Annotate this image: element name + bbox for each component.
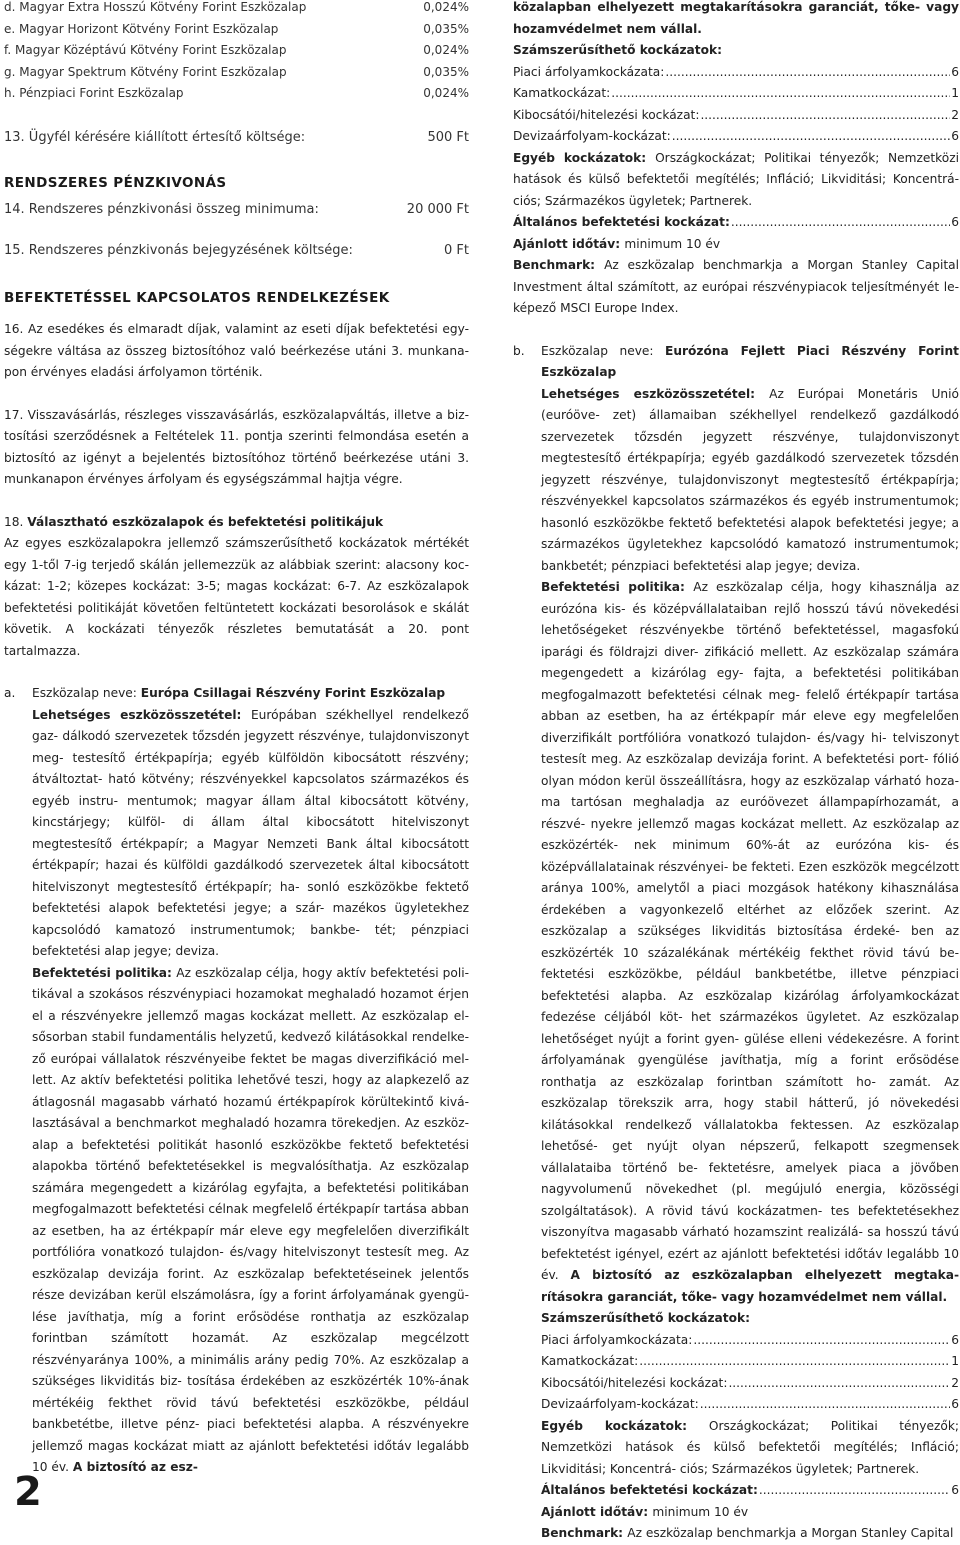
fund-b-policy-label: Befektetési politika:: [541, 580, 694, 594]
fund-b-general-risk: Általános befektetési kockázat: ..... 6: [541, 1480, 959, 1502]
fund-b-assets: Az Európai Monetáris Unió (euróöve- zet) államaiban székhellyel rendelkező gazdálkodó szervezetek tőzsdén jegyzett részvénye, tulajdonviszonyt megtestesítő értékpapírja; egyéb gazdálkodó szervezetek tőzsdén jegyzett részvénye, tulajdonviszonyt megtestesítő értékpapírja; részvényekkel kapcsolatos származékos és egyéb instrumentumok; hasonló eszközökbe fektető befektetési alapok befektetési jegye; a származékos ügyletekhez kapcsolódó kamatozó instrumentumok; bankbetét; pénzpiaci befektetési alap jegye; deviza.: [541, 386, 960, 573]
fund-a-guarantee-end: közalapban elhelyezett megtakarításokra garanciát, tőke- vagy hozamvédelmet nem vállal.: [513, 0, 959, 36]
fund-a-risk-interest: Kamatkockázat: ..... 1: [513, 83, 959, 105]
fund-a-horizon: Ajánlott időtáv: minimum 10 év: [513, 236, 721, 251]
fund-a-name: Európa Csillagai Részvény Forint Eszközalap: [140, 686, 446, 700]
fund-b-risk-market: Piaci árfolyamkockázata: ..... 6: [541, 1330, 959, 1352]
fund-a-letter: a.: [4, 686, 16, 700]
fund-b-horizon: Ajánlott időtáv: minimum 10 év: [541, 1504, 749, 1519]
fund-a-policy: Az eszközalap célja, hogy aktív befektetési poli- tikával a szokásos részvénypiaci hozamokat meghaladó hozamot érjen el a részvényekre jellemző magas kockázat mellett. Az eszközalap el- sősorban stabil fundamentális helyzetű, kedvező kilátásokkal rendelke- ző európai vállalatok részvényeibe fektet be magas diverzifikáció mel- lett. Az aktív befektetési politika lehetővé teszi, hogy az alapkezelő az átlagosnál magasabb várható hozamú értékpapírok körültekintő kivá- lasztásával a benchmarkot meghaladó hozamra törekedjen. Az eszköz- alap a befektetési politikát hasonló eszközökbe fektető befektetési alapokba történő befektetésekkel is megvalósíthatja. Az eszközalap számára megengedett a kizárólag egyfajta, a befektetési politikában megfogalmazott befektetési célnak megfelelő értékpapír tartása abban az esetben, ha az értékpapír már eleve egy megfelelően diverzifikált portfólióra vonatkozó tulajdon- és/vagy hitelviszonyt testesít meg. Az eszközalap devizája forint. Az eszközalap befektetéseinek jelentős része devizában kerül elszámolásra, így a forint árfolyamának gyengü- lése javíthatja, míg a forint erősödése ronthatja az eszközalap forintban számított hozamát. Az eszközalap megcélzott részvényaránya 100%, a minimális arány pedig 70%. Az eszközalap a szükséges likviditás biz- tosítása érdekében az eszközérték 10%-ának mértékéig fekthet rövid távú befektetési eszközökbe, például bankbetétbe, illetve pénz- piaci befektetési alapba. A részvényekre jellemző magas kockázat miatt az ajánlott befektetési időtáv legalább 10 év.: [32, 965, 469, 1474]
fund-b-risk-fx: Devizaárfolyam-kockázat: ..... 6: [541, 1394, 959, 1416]
fund-a-name-label: Eszközalap neve:: [32, 686, 141, 700]
paragraph-18-title: Választható eszközalapok és befektetési politikájuk: [27, 514, 384, 529]
item-14: 14. Rendszeres pénzkivonási összeg minimuma: 20 000 Ft: [4, 202, 469, 217]
fund-a-assets-label: Lehetséges eszközösszetétel:: [32, 707, 251, 722]
paragraph-16: 16. Az esedékes és elmaradt díjak, valamint az eseti díjak befektetési egy- ségekre váltása az összeg biztosítóhoz való beérkezése utáni 3. munkana- pon érvényes eladási árfolyamon történik.: [4, 322, 469, 379]
fund-b-benchmark: Benchmark: Az eszközalap benchmarkja a Morgan Stanley Capital: [541, 1526, 954, 1540]
item-13: 13. Ügyfél kérésére kiállított értesítő költsége: 500 Ft: [4, 129, 469, 145]
fund-b-other-risks: Egyéb kockázatok: Országkockázat; Politikai tényezők; Nemzetközi hatások és külső befektetői megítélés; Infláció; Likviditási; Koncentrá- ciós; Származékos ügyletek; Partnerek.: [541, 1418, 959, 1476]
fund-b: [513, 341, 959, 1545]
fund-b-letter: b.: [513, 343, 525, 358]
page-number: 2: [14, 1469, 42, 1515]
fee-row-f: f. Magyar Középtávú Kötvény Forint Eszközalap 0,024%: [4, 43, 469, 57]
section-heading-befektetes: BEFEKTETÉSSEL KAPCSOLATOS RENDELKEZÉSEK: [4, 290, 390, 306]
fund-a-risk-heading: Számszerűsíthető kockázatok:: [513, 43, 722, 57]
fund-b-risk-interest: Kamatkockázat: ..... 1: [541, 1351, 959, 1373]
fund-a-risk-issuer: Kibocsátói/hitelezési kockázat: ..... 2: [513, 105, 959, 127]
section-heading-penzkivonas: RENDSZERES PÉNZKIVONÁS: [4, 175, 227, 191]
fund-a-guarantee-start: A biztosító az esz-: [72, 1460, 198, 1474]
fund-a-other-risks: Egyéb kockázatok: Országkockázat; Politikai tényezők; Nemzetközi hatások és külső befektetői megítélés; Infláció; Likviditási; Koncentrá- ciós; Származékos ügyletek; Partnerek.: [513, 150, 960, 208]
paragraph-17: 17. Visszavásárlás, részleges visszavásárlás, eszközalapváltás, illetve a biz- tosítási szerződésnek a Feltételek 11. pontja szerinti felmondása esetén a biztosító az igényt a bejelentés biztosítóhoz történő beérkezése utáni 3. munkanapon érvényes árfolyam és egységszámmal hajtja végre.: [4, 407, 469, 486]
fee-row-h: h. Pénzpiaci Forint Eszközalap 0,024%: [4, 86, 469, 100]
fund-a-policy-label: Befektetési politika:: [32, 965, 177, 980]
fee-row-e: e. Magyar Horizont Kötvény Forint Eszközalap 0,035%: [4, 21, 469, 36]
fund-b-risk-heading: Számszerűsíthető kockázatok:: [541, 1311, 750, 1325]
right-column: [513, 0, 959, 1545]
fund-b-assets-label: Lehetséges eszközösszetétel:: [541, 386, 770, 401]
fund-b-name: Eurózóna Fejlett Piaci Részvény Forint Eszközalap: [541, 343, 959, 379]
left-column: [4, 0, 469, 1515]
item-15: 15. Rendszeres pénzkivonás bejegyzésének költsége: 0 Ft: [4, 242, 469, 258]
fund-b-name-label: Eszközalap neve:: [541, 343, 665, 358]
fund-a: [4, 683, 469, 1479]
fund-a-risk-fx: Devizaárfolyam-kockázat: ..... 6: [513, 126, 959, 148]
paragraph-18-body: Az egyes eszközalapokra jellemző számszerűsíthető kockázatok mértékét egy 1-től 7-ig terjedő skálán jellemezzük az alábbiak szerint: alacsony koc- kázat: 1-2; közepes kockázat: 3-5; magas kockázat: 6-7. Az eszközalapok befektetési politikáját követően feltüntetett kockázati besorolások e skálát követik. A kockázati tényezők részletes bemutatását a 20. pont tartalmazza.: [4, 536, 469, 658]
fund-a-benchmark: Benchmark: Az eszközalap benchmarkja a Morgan Stanley Capital Investment által számított, az európai részvénypiacok teljesítményét le- képező MSCI Europe Index.: [513, 258, 959, 315]
fee-row-d: d. Magyar Extra Hosszú Kötvény Forint Eszközalap 0,024%: [4, 0, 469, 14]
paragraph-18-number: 18.: [4, 514, 24, 529]
fund-a-risk-market: Piaci árfolyamkockázata: ..... 6: [513, 62, 959, 84]
fund-a-general-risk: Általános befektetési kockázat: ..... 6: [513, 212, 959, 234]
fund-b-risk-issuer: Kibocsátói/hitelezési kockázat: ..... 2: [541, 1373, 959, 1395]
fee-list: [4, 0, 469, 105]
paragraph-18: [4, 512, 469, 663]
fee-row-g: g. Magyar Spektrum Kötvény Forint Eszközalap 0,035%: [4, 64, 469, 79]
fund-a-assets: Európában székhellyel rendelkező gaz- dálkodó szervezetek tőzsdén jegyzett részvénye, tulajdonviszonyt meg- testesítő értékpapírja; egyéb külföldön kibocsátott részvény; átváltoztat- ható kötvény; részvényekkel kapcsolatos származékos és egyéb instru- mentumok; magyar állam által kibocsátott kötvény, kincstárjegy; külföl- di állam által kibocsátott hitelviszonyt megtestesítő értékpapír; a Magyar Nemzeti Bank által kibocsátott értékpapír; hazai és külföldi gazdálkodó szervezetek által kibocsátott hitelviszonyt megtestesítő értékpapír; ha- sonló eszközökbe fektető befektetési alapok befektetési jegye; a szár- mazékos ügyletekhez kapcsolódó kamatozó instrumentumok; bankbe- tét; pénzpiaci befektetési alap jegye; deviza.: [32, 707, 469, 958]
fund-b-policy: Az eszközalap célja, hogy kihasználja az eurózóna kis- és középvállalataiban rejlő hosszú távú növekedési lehetőségeket részvényekbe történő befektetéssel, magasfokú iparági és földrajzi diver- zifikáció mellett. Az eszközalap számára megengedett a kizárólag egy- fajta, a befektetési politikában megfogalmazott befektetési célnak meg- felelő értékpapír tartása abban az esetben, ha az értékpapír már eleve egy megfelelően diverzifikált portfólióra vonatkozó tulajdon- és/vagy hi- telviszonyt testesít meg. Az eszközalap devizája forint. A befektetési port- fólió olyan módon kerül összeállításra, hogy az eszközalap várható hoza- ma tartósan meghaladja az euróövezet állampapírhozamát, a részvé- nyekre jellemző magas kockázat mellett. Az eszközalap az eszközérték- nek minimum 60%-át az eurózóna kis- és középvállalatainak részvényei- be fekteti. Ezen eszközök megcélzott aránya 100%, amelytől a piaci mozgások hatékony kihasználása érdekében a vagyonkezelő eltérhet az előzőek szerint. Az eszközalap a szükséges likviditás biztosítása érdeké- ben az eszközérték 10 százalékának mértékéig fekthet rövid távú be- fektetési eszközökbe, például bankbetétbe, illetve pénzpiaci befektetési alapba. Az eszközalap kizárólag árfolyamkockázat fedezése céljából köt- het származékos ügyletet. Az eszközalap lehetőséget nyújt a forint gyen- gülése elleni védekezésre. A forint árfolyamának gyengülése javíthatja, míg a forint erősödése ronthatja az eszközalap forintban számított ho- zamát. Az eszközalap törekszik arra, hogy stabil hátterű, jó növekedési kilátásokkal rendelkező vállalatokba fektessen. Az eszközalap lehetősé- get nyújt olyan népszerű, felkapott szegmensek vállalataiba történő be- fektetésre, amelyek piaca a jövőben nagyvolumenű növekedhet (pl. megújuló energia, közösségi szolgáltatások). A rövid távú kockázatmen- tes befektetésekhez viszonyítva magasabb várható hozamszint realizálá- sa hosszú távú befektetést igényel, ezért az ajánlott befektetési időtáv legalább 10 év.: [541, 580, 959, 1282]
fund-b-guarantee: A biztosító az eszközalapban elhelyezett megtaka- rításokra garanciát, tőke- vagy hozamvédelmet nem vállal.: [541, 1268, 959, 1304]
